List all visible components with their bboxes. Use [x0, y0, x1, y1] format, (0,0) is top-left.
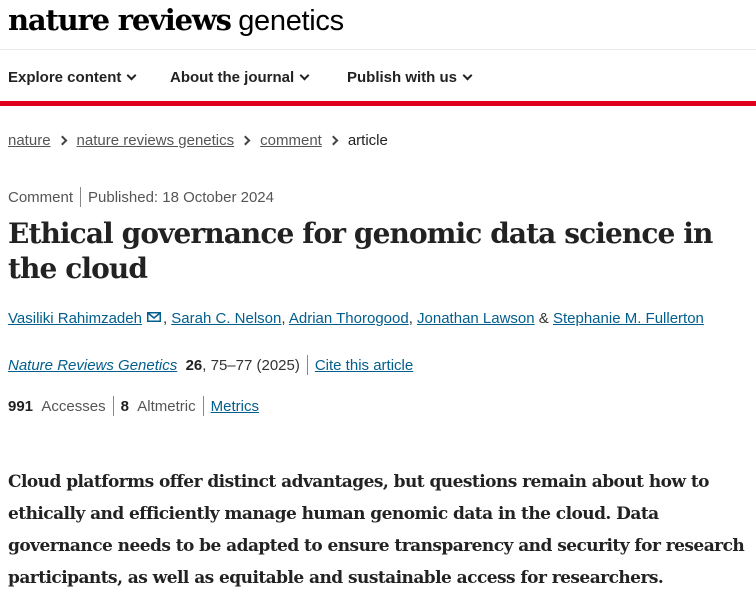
article-abstract: Cloud platforms offer distinct advantages, but questions remain about how to ethically and efficiently manage human genomic data in the cloud. Data governance needs to be adapted to ensure transparency and security for research participants, as well as equitable and sustainable access for researchers.	[8, 472, 745, 588]
nav-publish-with-us[interactable]	[347, 69, 471, 86]
journal-logo[interactable]	[8, 3, 344, 38]
chevron-right-icon	[328, 136, 338, 146]
logo-light-text: genetics	[238, 5, 344, 37]
cite-this-article-link[interactable]: Cite this article	[314, 356, 414, 374]
mail-icon[interactable]	[147, 312, 161, 322]
author-link[interactable]: Jonathan Lawson	[417, 310, 535, 327]
article-meta	[8, 188, 274, 208]
accesses-count: 991	[8, 397, 34, 415]
author-link[interactable]: Adrian Thorogood	[288, 310, 409, 327]
metrics-link[interactable]: Metrics	[210, 397, 259, 415]
author-separator: ,	[408, 310, 413, 327]
author-last-separator: &	[538, 310, 549, 327]
breadcrumb-current: article	[347, 132, 388, 149]
journal-link[interactable]: Nature Reviews Genetics	[8, 356, 178, 374]
volume-number: 26	[185, 356, 203, 374]
metrics-divider	[113, 396, 114, 416]
article-metrics	[8, 397, 259, 417]
breadcrumb-link-journal[interactable]: nature reviews genetics	[76, 132, 235, 149]
altmetric-count: 8	[120, 397, 129, 415]
nav-about-journal[interactable]	[170, 69, 308, 86]
nav-explore-content-label: Explore content	[8, 69, 122, 86]
altmetric-label: Altmetric	[137, 397, 196, 415]
nav-explore-content[interactable]	[8, 69, 135, 86]
metrics-divider	[203, 396, 204, 416]
chevron-right-icon	[57, 136, 67, 146]
citation-divider	[307, 355, 308, 375]
chevron-down-icon	[300, 71, 310, 81]
chevron-down-icon	[127, 71, 137, 81]
meta-divider	[80, 187, 81, 207]
article-title: Ethical governance for genomic data science in the cloud	[8, 217, 713, 285]
breadcrumb-link-comment[interactable]: comment	[260, 132, 322, 149]
chevron-down-icon	[463, 71, 473, 81]
author-link[interactable]: Sarah C. Nelson	[171, 310, 282, 327]
breadcrumb	[8, 132, 388, 149]
article-type: Comment	[8, 188, 74, 206]
citation-line	[8, 356, 413, 376]
published-date: Published: 18 October 2024	[88, 188, 274, 206]
author-link[interactable]: Vasiliki Rahimzadeh	[8, 310, 142, 327]
accesses-label: Accesses	[41, 397, 106, 415]
author-list	[8, 310, 704, 327]
logo-bold-text: nature reviews	[8, 3, 231, 37]
pages-year: , 75–77 (2025)	[202, 356, 300, 374]
author-separator: ,	[162, 310, 168, 327]
breadcrumb-link-nature[interactable]: nature	[8, 132, 51, 149]
site-header	[0, 0, 756, 50]
nav-about-journal-label: About the journal	[170, 69, 295, 86]
author-separator: ,	[281, 310, 286, 327]
main-nav	[0, 50, 756, 106]
chevron-right-icon	[241, 136, 251, 146]
nav-publish-label: Publish with us	[347, 69, 458, 86]
author-link[interactable]: Stephanie M. Fullerton	[552, 310, 704, 327]
